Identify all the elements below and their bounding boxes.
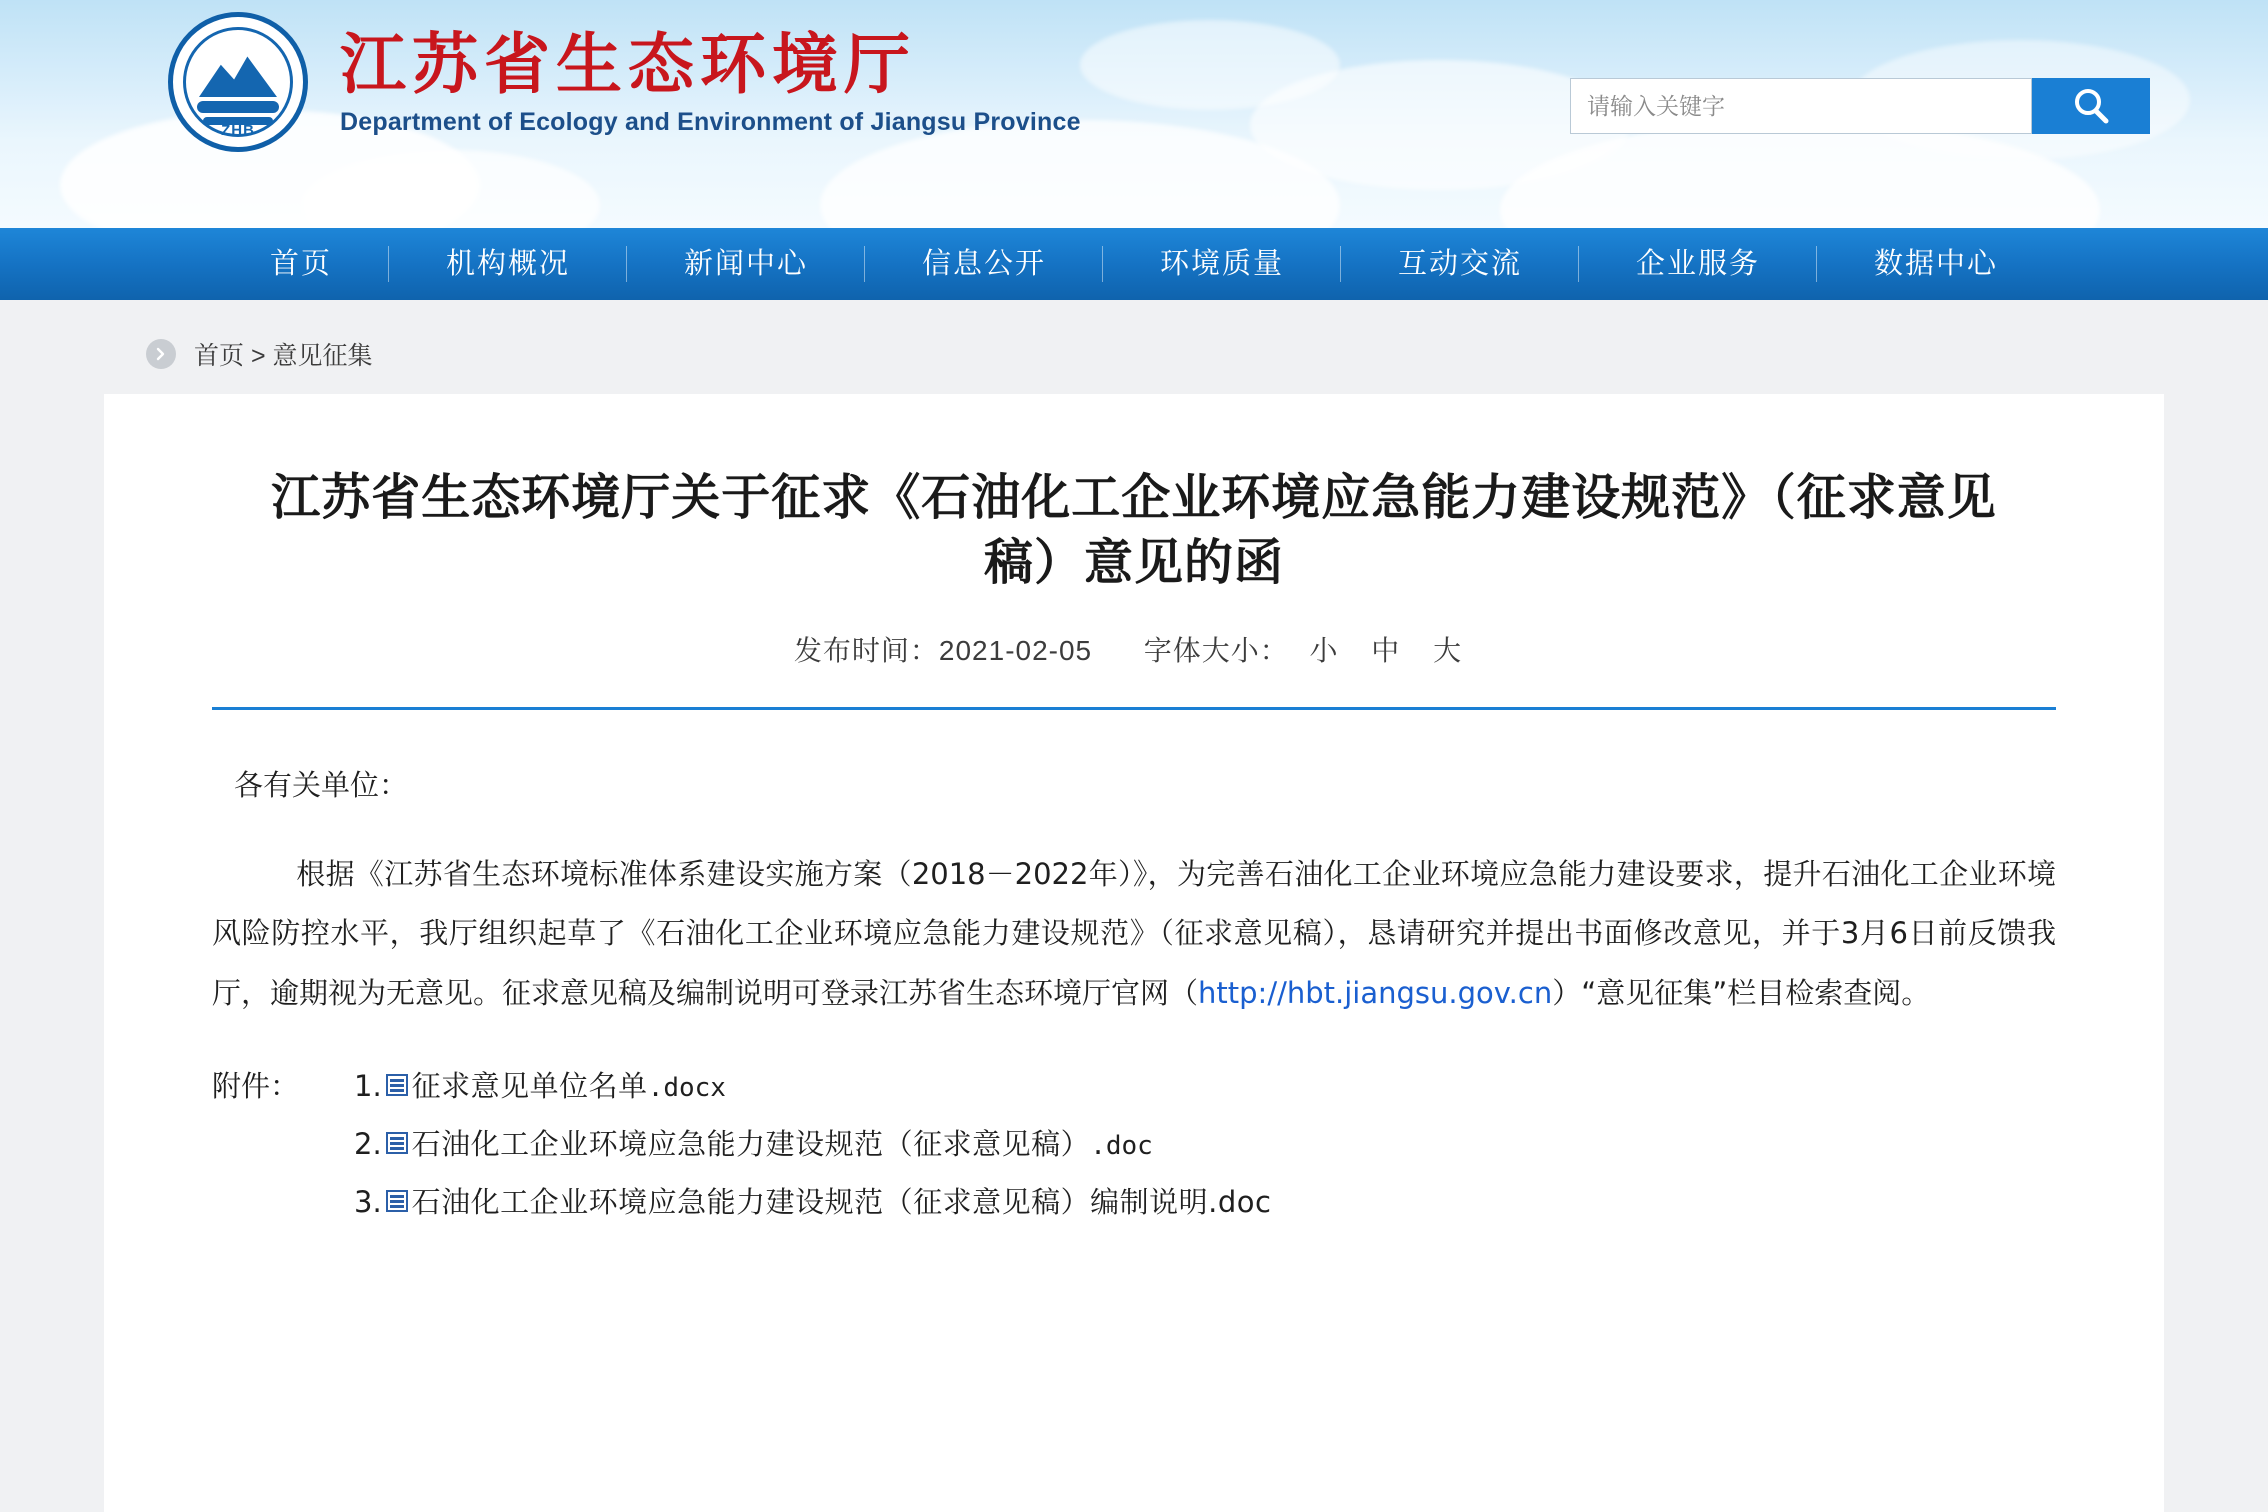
nav-item-enterprise-service[interactable]: 企业服务 [1579, 228, 1817, 300]
nav-item-data-center[interactable]: 数据中心 [1874, 248, 1999, 280]
attachment-row [332, 1115, 2056, 1173]
nav-item-home[interactable]: 首页 [213, 228, 389, 300]
attachment-index: 1. [354, 1069, 382, 1104]
fontsize-small-button[interactable]: 小 [1309, 635, 1339, 667]
attachment-link[interactable]: 石油化工企业环境应急能力建设规范（征求意见稿） [411, 1127, 1091, 1162]
nav-item-information-disclosure[interactable]: 信息公开 [865, 228, 1103, 300]
search-input[interactable] [1570, 78, 2032, 134]
official-website-link[interactable]: http://hbt.jiangsu.gov.cn [1198, 975, 1553, 1010]
article-meta [212, 629, 2056, 669]
main-navigation [0, 228, 2268, 300]
article-paragraph-tail: ）“意见征集”栏目检索查阅。 [1552, 975, 1931, 1010]
cloud-decoration [1080, 20, 1340, 110]
attachment-link[interactable]: 征求意见单位名单 [411, 1069, 648, 1104]
attachment-link[interactable]: 石油化工企业环境应急能力建设规范（征求意见稿）编制说明.doc [411, 1185, 1272, 1220]
site-search[interactable] [1570, 78, 2150, 134]
fontsize-large-button[interactable]: 大 [1433, 635, 1463, 667]
site-title-english: Department of Ecology and Environment of Jiangsu Province [340, 108, 1081, 137]
fontsize-medium-button[interactable]: 中 [1371, 635, 1401, 667]
nav-item-environment-quality[interactable]: 环境质量 [1103, 228, 1341, 300]
word-document-icon [386, 1190, 408, 1212]
attachment-index: 2. [354, 1127, 382, 1162]
site-header-banner [0, 0, 2268, 228]
attachments-label: 附件： [212, 1069, 300, 1104]
nav-item-news[interactable]: 新闻中心 [627, 228, 865, 300]
breadcrumb-text[interactable]: 首页 > 意见征集 [194, 342, 373, 370]
title-divider [212, 707, 2056, 710]
nav-item-organization[interactable]: 机构概况 [389, 228, 627, 300]
emblem-label: ZHB [221, 122, 255, 139]
search-icon [2070, 85, 2112, 127]
article-card [104, 394, 2164, 1512]
article-paragraph-head: 根据《江苏省生态环境标准体系建设实施方案（2018－2022年）》，为完善石油化工企业环境应急能力建设要求，提升石油化工企业环境风险防控水平，我厅组织起草了《石油化工企业环境应急能力建设规范》（征求意见稿），恳请研究并提出书面修改意见，并于3月6日前反馈我厅，逾期视为无意见。征求意见稿及编制说明可登录江苏省生态环境厅官网（ [212, 856, 2056, 1010]
ministry-emblem-icon [168, 12, 308, 152]
site-logo[interactable] [168, 12, 1081, 152]
fontsize-label: 字体大小： [1143, 635, 1289, 667]
word-document-icon [386, 1132, 408, 1154]
nav-item-interaction[interactable]: 互动交流 [1341, 228, 1579, 300]
word-document-icon [386, 1074, 408, 1096]
publish-date: 2021-02-05 [938, 635, 1093, 667]
attachment-extension[interactable]: .doc [1090, 1131, 1153, 1162]
page-body [0, 300, 2268, 1512]
site-title-chinese: 江苏省生态环境厅 [340, 25, 916, 103]
article-salutation: 各有关单位： [234, 768, 409, 803]
breadcrumb [104, 300, 2164, 394]
attachment-row [332, 1173, 2056, 1231]
page-title: 江苏省生态环境厅关于征求《石油化工企业环境应急能力建设规范》（征求意见稿）意见的函 [271, 469, 1997, 591]
attachment-row [212, 1057, 2056, 1115]
article-content [212, 756, 2056, 1231]
attachment-list [212, 1057, 2056, 1231]
article-paragraph [212, 845, 2056, 1023]
chevron-right-icon [146, 339, 176, 369]
publish-time-label: 发布时间： [793, 635, 939, 667]
attachment-extension[interactable]: .docx [647, 1073, 726, 1104]
search-button[interactable] [2032, 78, 2150, 134]
site-title-block [340, 27, 1081, 138]
attachment-index: 3. [354, 1185, 382, 1220]
